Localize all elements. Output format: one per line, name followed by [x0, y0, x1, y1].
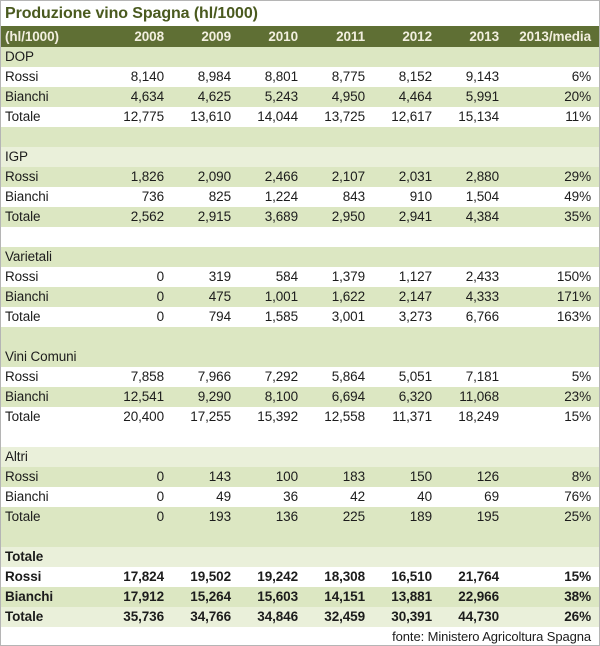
pct-cell: 15%: [564, 409, 591, 424]
value-cell: 4,333: [465, 289, 499, 304]
value-cell: 843: [342, 189, 365, 204]
data-row: [1, 387, 599, 407]
pct-cell: 163%: [556, 309, 591, 324]
value-cell: 1,127: [398, 269, 432, 284]
value-cell: 225: [342, 509, 365, 524]
value-cell: 13,610: [190, 109, 231, 124]
value-cell: 193: [208, 509, 231, 524]
column-header: 2012: [402, 29, 432, 44]
section-name: IGP: [5, 149, 28, 164]
pct-cell: 5%: [571, 369, 591, 384]
data-row: [1, 587, 599, 607]
spacer-row: [1, 227, 599, 247]
value-cell: 143: [208, 469, 231, 484]
data-row: [1, 507, 599, 527]
pct-cell: 20%: [564, 89, 591, 104]
value-cell: 14,044: [257, 109, 298, 124]
data-row: [1, 187, 599, 207]
value-cell: 1,001: [264, 289, 298, 304]
value-cell: 183: [342, 469, 365, 484]
spacer-row: [1, 427, 599, 447]
value-cell: 12,558: [324, 409, 365, 424]
value-cell: 14,151: [324, 589, 365, 604]
source-note: fonte: Ministero Agricoltura Spagna: [1, 627, 599, 646]
value-cell: 2,147: [398, 289, 432, 304]
pct-cell: 38%: [564, 589, 591, 604]
pct-cell: 35%: [564, 209, 591, 224]
section-name: DOP: [5, 49, 34, 64]
column-header: (hl/1000): [5, 29, 59, 44]
row-label: Bianchi: [5, 89, 49, 104]
value-cell: 8,140: [130, 69, 164, 84]
value-cell: 15,392: [257, 409, 298, 424]
data-row: [1, 307, 599, 327]
section-name: Varietali: [5, 249, 52, 264]
section-name: Altri: [5, 449, 28, 464]
section-header-row: [1, 547, 599, 567]
value-cell: 2,090: [197, 169, 231, 184]
data-row: [1, 87, 599, 107]
value-cell: 32,459: [324, 609, 365, 624]
value-cell: 1,622: [331, 289, 365, 304]
row-label: Totale: [5, 609, 44, 624]
row-label: Rossi: [5, 369, 39, 384]
value-cell: 17,912: [123, 589, 164, 604]
pct-cell: 6%: [571, 69, 591, 84]
row-label: Totale: [5, 409, 41, 424]
value-cell: 3,689: [264, 209, 298, 224]
pct-cell: 26%: [564, 609, 591, 624]
value-cell: 12,775: [123, 109, 164, 124]
value-cell: 1,826: [130, 169, 164, 184]
value-cell: 19,502: [190, 569, 231, 584]
value-cell: 0: [156, 469, 164, 484]
table-body: [1, 47, 599, 627]
value-cell: 2,915: [197, 209, 231, 224]
value-cell: 2,107: [331, 169, 365, 184]
value-cell: 4,625: [197, 89, 231, 104]
pct-cell: 76%: [564, 489, 591, 504]
data-row: [1, 107, 599, 127]
value-cell: 9,290: [197, 389, 231, 404]
value-cell: 2,031: [398, 169, 432, 184]
data-row: [1, 407, 599, 427]
page-title: Produzione vino Spagna (hl/1000): [1, 1, 599, 26]
value-cell: 475: [208, 289, 231, 304]
row-label: Rossi: [5, 569, 42, 584]
value-cell: 189: [409, 509, 432, 524]
section-header-row: [1, 247, 599, 267]
value-cell: 35,736: [123, 609, 164, 624]
value-cell: 3,001: [331, 309, 365, 324]
data-row: [1, 607, 599, 627]
row-label: Bianchi: [5, 289, 49, 304]
data-row: [1, 167, 599, 187]
value-cell: 1,379: [331, 269, 365, 284]
value-cell: 15,134: [458, 109, 499, 124]
pct-cell: 150%: [556, 269, 591, 284]
value-cell: 5,243: [264, 89, 298, 104]
value-cell: 8,984: [197, 69, 231, 84]
value-cell: 2,466: [264, 169, 298, 184]
data-row: [1, 567, 599, 587]
value-cell: 8,801: [264, 69, 298, 84]
column-header: 2010: [268, 29, 298, 44]
value-cell: 195: [476, 509, 499, 524]
row-label: Bianchi: [5, 389, 49, 404]
pct-cell: 171%: [556, 289, 591, 304]
value-cell: 4,634: [130, 89, 164, 104]
row-label: Rossi: [5, 469, 39, 484]
value-cell: 126: [476, 469, 499, 484]
value-cell: 7,966: [197, 369, 231, 384]
column-header: 2008: [134, 29, 164, 44]
value-cell: 13,725: [324, 109, 365, 124]
value-cell: 1,224: [264, 189, 298, 204]
column-header: 2011: [336, 29, 365, 44]
value-cell: 910: [409, 189, 432, 204]
pct-cell: 15%: [564, 569, 591, 584]
value-cell: 16,510: [391, 569, 432, 584]
section-header-row: [1, 347, 599, 367]
data-row: [1, 487, 599, 507]
row-label: Rossi: [5, 169, 39, 184]
data-row: [1, 267, 599, 287]
value-cell: 15,603: [257, 589, 298, 604]
value-cell: 736: [141, 189, 164, 204]
row-label: Rossi: [5, 269, 39, 284]
value-cell: 11,371: [392, 409, 432, 424]
value-cell: 40: [417, 489, 432, 504]
section-header-row: [1, 47, 599, 67]
value-cell: 42: [350, 489, 365, 504]
pct-cell: 49%: [564, 189, 591, 204]
value-cell: 319: [208, 269, 231, 284]
row-label: Bianchi: [5, 589, 54, 604]
value-cell: 825: [208, 189, 231, 204]
value-cell: 5,051: [398, 369, 432, 384]
value-cell: 2,433: [465, 269, 499, 284]
value-cell: 4,464: [398, 89, 432, 104]
spacer-row: [1, 527, 599, 547]
row-label: Bianchi: [5, 489, 49, 504]
value-cell: 19,242: [257, 569, 298, 584]
value-cell: 34,766: [190, 609, 231, 624]
value-cell: 18,249: [458, 409, 499, 424]
value-cell: 22,966: [458, 589, 499, 604]
table-header-row: [1, 26, 599, 47]
pct-cell: 25%: [564, 509, 591, 524]
value-cell: 2,950: [331, 209, 365, 224]
column-header: 2013: [469, 29, 499, 44]
value-cell: 69: [484, 489, 499, 504]
row-label: Totale: [5, 509, 41, 524]
row-label: Rossi: [5, 69, 39, 84]
value-cell: 0: [156, 269, 164, 284]
value-cell: 8,100: [264, 389, 298, 404]
value-cell: 11,068: [459, 389, 499, 404]
value-cell: 2,941: [398, 209, 432, 224]
value-cell: 0: [156, 289, 164, 304]
section-header-row: [1, 147, 599, 167]
value-cell: 20,400: [123, 409, 164, 424]
value-cell: 6,320: [398, 389, 432, 404]
value-cell: 150: [409, 469, 432, 484]
value-cell: 18,308: [324, 569, 365, 584]
value-cell: 30,391: [391, 609, 432, 624]
data-row: [1, 287, 599, 307]
value-cell: 7,181: [465, 369, 499, 384]
spacer-row: [1, 327, 599, 347]
value-cell: 17,255: [190, 409, 231, 424]
value-cell: 9,143: [465, 69, 499, 84]
value-cell: 36: [283, 489, 298, 504]
value-cell: 794: [208, 309, 231, 324]
value-cell: 15,264: [190, 589, 231, 604]
spacer-row: [1, 127, 599, 147]
value-cell: 12,617: [391, 109, 432, 124]
value-cell: 1,585: [264, 309, 298, 324]
value-cell: 8,775: [331, 69, 365, 84]
row-label: Bianchi: [5, 189, 49, 204]
value-cell: 0: [156, 509, 164, 524]
data-row: [1, 467, 599, 487]
pct-cell: 23%: [564, 389, 591, 404]
value-cell: 7,858: [130, 369, 164, 384]
value-cell: 2,880: [465, 169, 499, 184]
value-cell: 34,846: [257, 609, 298, 624]
value-cell: 0: [156, 309, 164, 324]
value-cell: 1,504: [465, 189, 499, 204]
section-name: Totale: [5, 549, 44, 564]
value-cell: 136: [275, 509, 298, 524]
value-cell: 17,824: [123, 569, 164, 584]
section-header-row: [1, 447, 599, 467]
value-cell: 13,881: [391, 589, 432, 604]
column-header: 2013/media: [519, 29, 591, 44]
value-cell: 44,730: [458, 609, 499, 624]
column-header: 2009: [201, 29, 231, 44]
value-cell: 584: [275, 269, 298, 284]
value-cell: 0: [156, 489, 164, 504]
value-cell: 3,273: [398, 309, 432, 324]
value-cell: 7,292: [264, 369, 298, 384]
value-cell: 12,541: [123, 389, 164, 404]
value-cell: 2,562: [130, 209, 164, 224]
value-cell: 49: [216, 489, 231, 504]
data-row: [1, 67, 599, 87]
pct-cell: 11%: [565, 109, 591, 124]
row-label: Totale: [5, 309, 41, 324]
value-cell: 4,950: [331, 89, 365, 104]
row-label: Totale: [5, 209, 41, 224]
value-cell: 100: [275, 469, 298, 484]
value-cell: 6,766: [465, 309, 499, 324]
pct-cell: 29%: [564, 169, 591, 184]
value-cell: 5,991: [465, 89, 499, 104]
section-name: Vini Comuni: [5, 349, 77, 364]
value-cell: 21,764: [458, 569, 499, 584]
value-cell: 5,864: [331, 369, 365, 384]
value-cell: 8,152: [398, 69, 432, 84]
data-row: [1, 207, 599, 227]
value-cell: 4,384: [465, 209, 499, 224]
data-row: [1, 367, 599, 387]
value-cell: 6,694: [331, 389, 365, 404]
row-label: Totale: [5, 109, 41, 124]
pct-cell: 8%: [571, 469, 591, 484]
